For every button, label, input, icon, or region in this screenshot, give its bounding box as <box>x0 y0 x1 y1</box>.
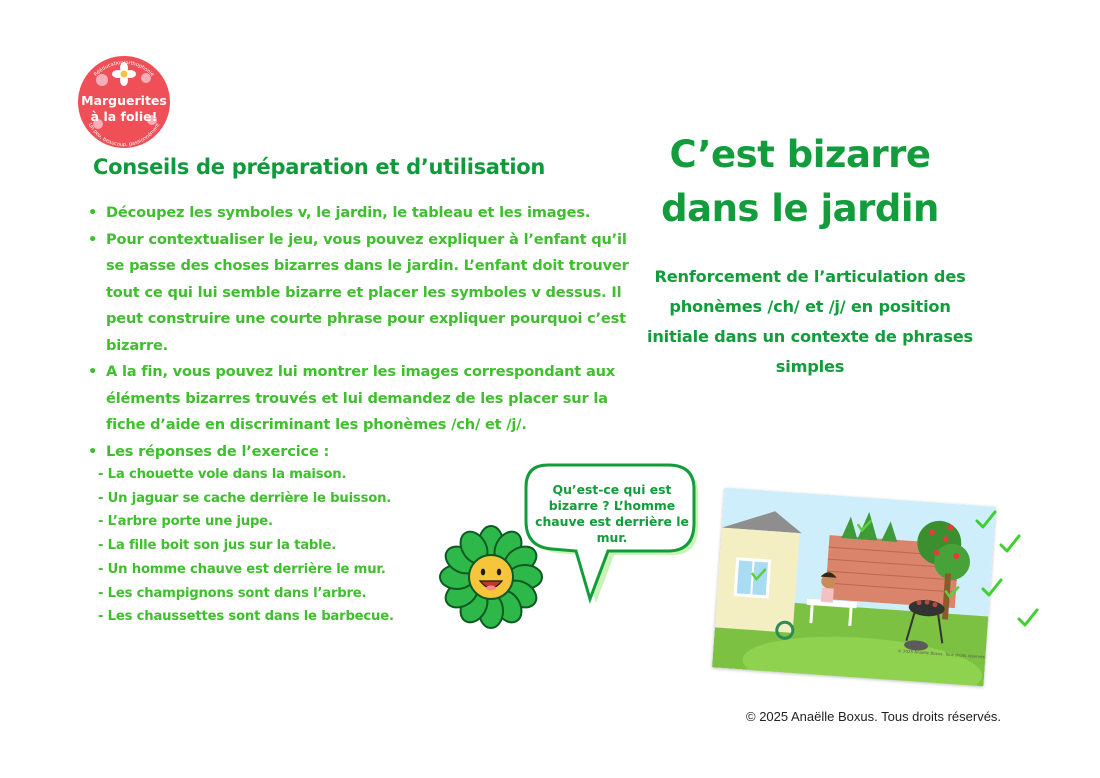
scene-caption: © 2025 Anaëlle Boxus. Tous droits réservés. <box>897 648 987 660</box>
tip-item: • Pour contextualiser le jeu, vous pouvez expliquer à l’enfant qu’il se passe des choses bizarres dans le jardin. L’enfant doit trouver tout ce qui lui semble bizarre et placer les symboles v dessus. Il peut construire une courte phrase pour expliquer pourquoi c’est bizarre. <box>88 227 648 360</box>
copyright: © 2025 Anaëlle Boxus. Tous droits réservés. <box>746 709 1002 724</box>
logo-name-line1: Marguerites <box>81 93 167 108</box>
answer-item: - La chouette vole dans la maison. <box>98 467 347 482</box>
logo-top-arc: Rééducation/orthophonie <box>92 59 156 78</box>
check-mark-icon <box>980 576 1004 600</box>
answer-item: - L’arbre porte une jupe. <box>98 514 273 530</box>
logo-bottom-arc: Un peu, beaucoup, passionnément <box>86 122 162 149</box>
instructions-heading: Conseils de préparation et d’utilisation <box>93 155 546 179</box>
check-mark-icon <box>1016 606 1040 630</box>
answers-list <box>98 463 394 629</box>
answer-item: - La fille boit son jus sur la table. <box>98 538 337 554</box>
logo-name-line2: à la folie! <box>90 109 158 124</box>
tip-item: • Les réponses de l’exercice : <box>88 439 648 466</box>
answer-item: - Les chaussettes sont dans le barbecue. <box>98 609 394 625</box>
answer-item: - Un homme chauve est derrière le mur. <box>98 561 386 577</box>
tip-item: • A la fin, vous pouvez lui montrer les images correspondant aux éléments bizarres trouvés et lui demandez de les placer sur la fiche d’aide en discriminant les phonèmes /ch/ et /j/. <box>88 359 648 439</box>
tips-list <box>88 200 648 465</box>
answer-item: - Un jaguar se cache derrière le buisson. <box>98 490 392 506</box>
badge-subtitle: Renforcement de l’articulation des phonèmes /ch/ et /j/ en position initiale dans un contexte de phrases simples <box>646 267 973 376</box>
answer-item: - Les champignons sont dans l’arbre. <box>98 585 367 601</box>
tip-item: • Découpez les symboles v, le jardin, le tableau et les images. <box>88 200 648 227</box>
check-mark-icon <box>974 508 998 532</box>
badge-title: C’est bizarre dans le jardin <box>661 133 939 230</box>
check-mark-icon <box>998 532 1022 556</box>
speech-text: Qu’est-ce qui est bizarre ? L’homme chauve est derrière le mur. <box>535 482 689 545</box>
garden-scene-image <box>712 488 996 687</box>
logo-marguerites <box>72 50 176 154</box>
